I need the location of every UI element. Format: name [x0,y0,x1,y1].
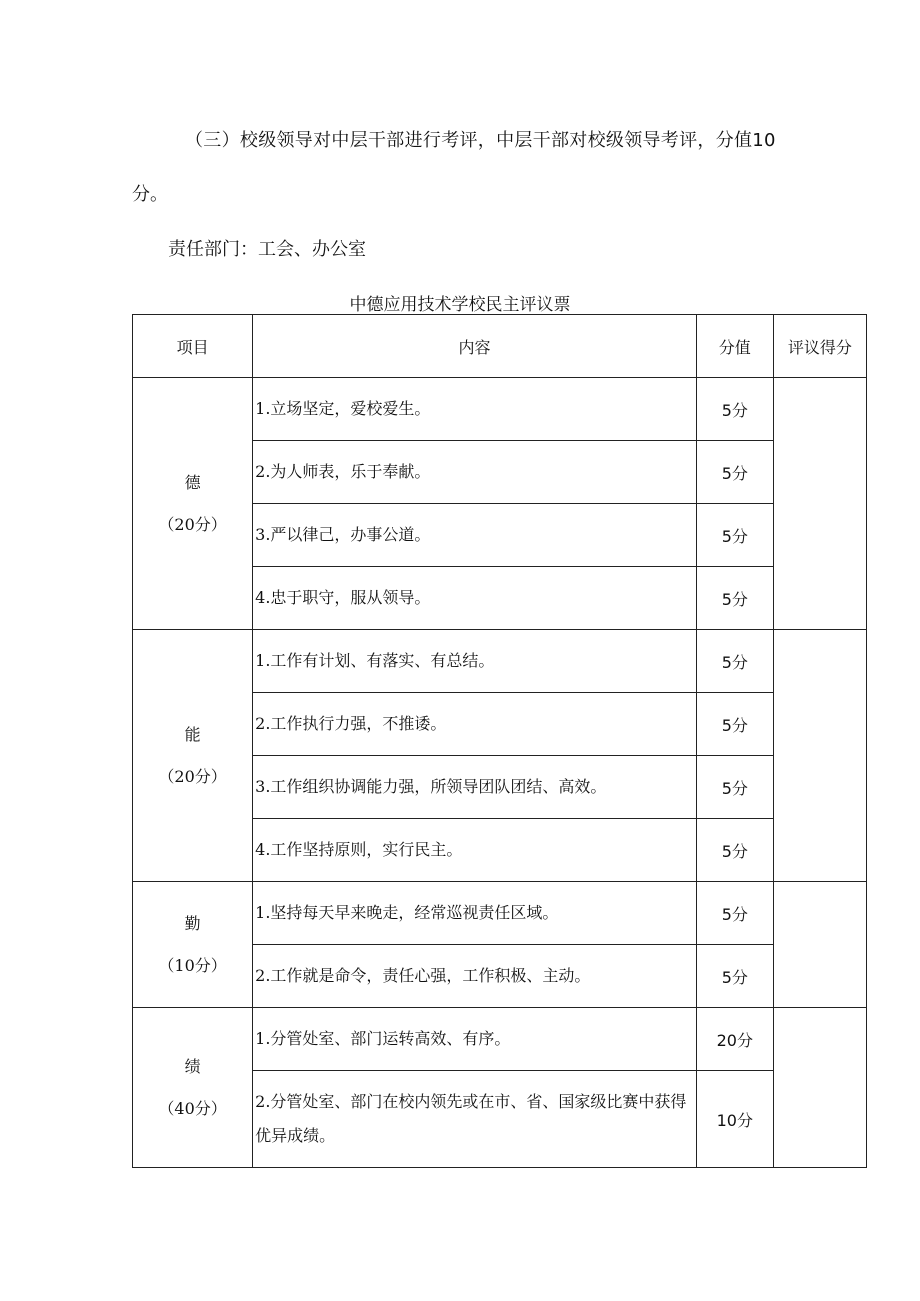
header-score: 分值 [696,315,773,378]
header-item: 项目 [133,315,253,378]
criterion-text: 1.工作有计划、有落实、有总结。 [253,630,697,693]
criterion-score: 10分 [696,1071,773,1168]
criterion-score: 20分 [696,1008,773,1071]
header-evaluation: 评议得分 [773,315,866,378]
category-cell [133,1008,253,1168]
criterion-text: 2.工作就是命令，责任心强，工作积极、主动。 [253,945,697,1008]
criterion-score: 5分 [696,819,773,882]
table-row [133,1008,867,1071]
category-points: （40分） [158,1098,227,1118]
criterion-text: 4.忠于职守，服从领导。 [253,567,697,630]
table-row [133,882,867,945]
category-cell [133,882,253,1008]
evaluation-score-cell[interactable] [773,882,866,1008]
criterion-text: 2.分管处室、部门在校内领先或在市、省、国家级比赛中获得优异成绩。 [253,1071,697,1168]
evaluation-score-cell[interactable] [773,378,866,630]
evaluation-score-cell[interactable] [773,630,866,882]
category-name: 德 [184,472,201,492]
criterion-text: 2.为人师表，乐于奉献。 [253,441,697,504]
criterion-score: 5分 [696,630,773,693]
table-title: 中德应用技术学校民主评议票 [349,295,571,315]
criterion-text: 2.工作执行力强，不推诿。 [253,693,697,756]
table-row [133,378,867,441]
criterion-score: 5分 [696,504,773,567]
responsible-department: 责任部门：工会、办公室 [168,239,366,260]
category-name: 能 [184,724,201,744]
criterion-score: 5分 [696,756,773,819]
category-name: 勤 [184,913,201,933]
table-header-row [133,315,867,378]
criterion-score: 5分 [696,378,773,441]
table-row [133,630,867,693]
criterion-score: 5分 [696,882,773,945]
category-points: （20分） [158,514,227,534]
category-points: （10分） [158,955,227,975]
evaluation-table [132,314,867,1168]
evaluation-score-cell[interactable] [773,1008,866,1168]
category-cell [133,630,253,882]
criterion-text: 1.立场坚定，爱校爱生。 [253,378,697,441]
category-cell [133,378,253,630]
category-points: （20分） [158,766,227,786]
intro-paragraph-line1: （三）校级领导对中层干部进行考评，中层干部对校级领导考评，分值10 [185,130,776,151]
criterion-text: 1.坚持每天早来晚走，经常巡视责任区域。 [253,882,697,945]
criterion-text: 4.工作坚持原则，实行民主。 [253,819,697,882]
criterion-text: 3.工作组织协调能力强，所领导团队团结、高效。 [253,756,697,819]
criterion-score: 5分 [696,693,773,756]
criterion-text: 1.分管处室、部门运转高效、有序。 [253,1008,697,1071]
criterion-score: 5分 [696,567,773,630]
criterion-score: 5分 [696,441,773,504]
intro-paragraph-line2: 分。 [132,184,168,205]
category-name: 绩 [184,1056,201,1076]
criterion-score: 5分 [696,945,773,1008]
header-content: 内容 [253,315,697,378]
criterion-text: 3.严以律己，办事公道。 [253,504,697,567]
